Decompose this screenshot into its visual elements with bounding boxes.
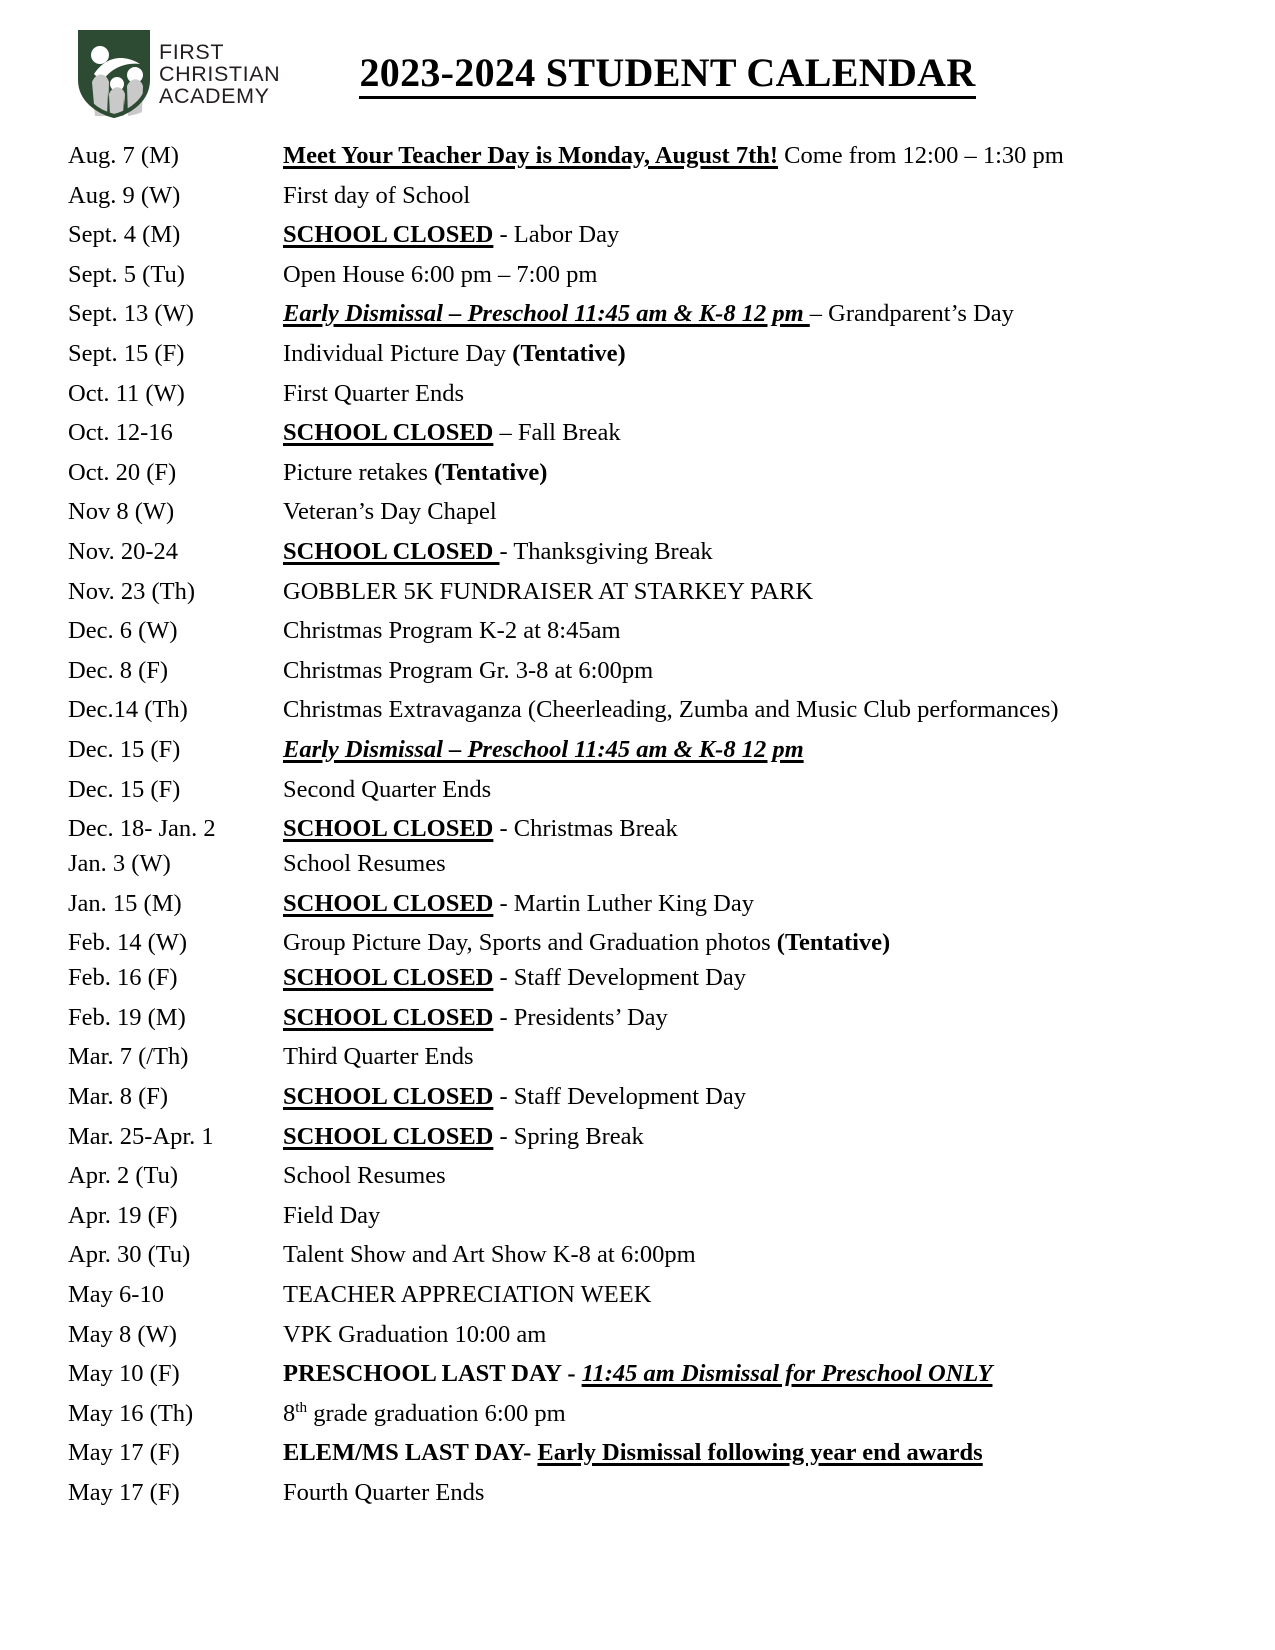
calendar-row (68, 619, 1235, 659)
calendar-row-text-segment: - Staff Development Day (493, 1083, 747, 1111)
calendar-row-text-segment: - Christmas Break (493, 815, 678, 843)
calendar-row-date: May 8 (W) (68, 1320, 177, 1348)
calendar-row (68, 421, 1235, 461)
calendar-row-text-segment: - Staff Development Day (493, 964, 747, 992)
calendar-row-description (283, 577, 1235, 605)
calendar-row-text-segment: - Labor Day (493, 221, 620, 249)
calendar-row-date: Jan. 15 (M) (68, 889, 182, 917)
calendar-row-description (283, 302, 1235, 327)
calendar-row (68, 379, 1235, 422)
calendar-row (68, 1283, 1235, 1323)
calendar-row-description (283, 889, 1235, 917)
calendar-row-description (283, 966, 1235, 991)
calendar-row-date: Dec. 15 (F) (68, 735, 181, 763)
calendar-row-description (283, 775, 1235, 803)
calendar-row (68, 1045, 1235, 1085)
calendar-row-description (283, 852, 1235, 877)
calendar-row-text-segment: - Thanksgiving Break (499, 537, 713, 565)
calendar-row (68, 500, 1235, 540)
calendar-row (68, 1122, 1235, 1165)
calendar-row-text-segment: Early Dismissal – Preschool 11:45 am & K-8 12 pm (283, 300, 810, 328)
calendar-row-date: Nov. 23 (Th) (68, 577, 196, 605)
calendar-row-date: Aug. 9 (W) (68, 181, 181, 209)
calendar-row-date: Dec. 15 (F) (68, 775, 181, 803)
calendar-row-description (283, 817, 1235, 842)
calendar-row-text-segment: Individual Picture Day (283, 339, 513, 367)
calendar-row-date: Feb. 19 (M) (68, 1003, 186, 1031)
calendar-row-text-segment: (Tentative) (512, 339, 626, 367)
calendar-row-date: Oct. 12-16 (68, 419, 173, 447)
calendar-row-description (283, 698, 1235, 723)
calendar-row (68, 1085, 1235, 1125)
calendar-row-date: Nov. 20-24 (68, 537, 179, 565)
calendar-row-description (283, 1283, 1235, 1308)
calendar-row (68, 577, 1235, 620)
calendar-row-date: May 6-10 (68, 1281, 164, 1309)
calendar-row-description (283, 458, 1235, 486)
calendar-row-text-segment: Early Dismissal following year end awards (537, 1439, 983, 1467)
calendar-row (68, 1243, 1235, 1283)
logo-word-first: FIRST (159, 40, 225, 65)
calendar-row-description (283, 1085, 1235, 1110)
calendar-row-text-segment: Talent Show and Art Show K-8 at 6:00pm (283, 1241, 696, 1269)
calendar-row-text-segment: Christmas Program Gr. 3-8 at 6:00pm (283, 656, 654, 684)
calendar-row-text-segment: SCHOOL CLOSED (283, 1083, 494, 1111)
calendar-row-text-segment: Christmas Extravaganza (Cheerleading, Zumba and Music Club performances) (283, 696, 1059, 724)
calendar-row-text-segment: 8 (283, 1399, 296, 1427)
calendar-row (68, 889, 1235, 932)
calendar-row-text-segment: - Spring Break (493, 1122, 644, 1150)
calendar-row-text-segment: (Tentative) (776, 929, 891, 957)
calendar-row-date: Sept. 4 (M) (68, 221, 181, 249)
calendar-row (68, 817, 1235, 852)
document-header (0, 0, 1275, 118)
calendar-row-description (283, 931, 1235, 956)
calendar-row-description (283, 1481, 1235, 1506)
calendar-row-text-segment: th (295, 1398, 308, 1416)
calendar-row (68, 1164, 1235, 1204)
calendar-row-description (283, 421, 1235, 446)
calendar-row-text-segment: School Resumes (283, 1162, 446, 1190)
calendar-row-description (283, 500, 1235, 525)
calendar-row-description (283, 537, 1235, 565)
calendar-row-text-segment: – Fall Break (493, 419, 621, 447)
calendar-row-description (283, 1122, 1235, 1150)
calendar-row-text-segment: - Martin Luther King Day (493, 889, 754, 917)
calendar-row-description (283, 1362, 1235, 1387)
calendar-row-text-segment: SCHOOL CLOSED (283, 537, 500, 565)
calendar-row-text-segment: (Tentative) (434, 458, 548, 486)
calendar-row-description (283, 619, 1235, 644)
calendar-row-date: Mar. 7 (/Th) (68, 1043, 189, 1071)
calendar-row-text-segment: Group Picture Day, Sports and Graduation photos (283, 929, 777, 957)
calendar-row (68, 260, 1235, 303)
calendar-row-date: May 16 (Th) (68, 1399, 194, 1427)
calendar-row-text-segment: ELEM/MS LAST DAY- (283, 1439, 538, 1467)
calendar-row (68, 1320, 1235, 1363)
calendar-row (68, 1398, 1235, 1442)
calendar-row-date: Apr. 2 (Tu) (68, 1162, 179, 1190)
calendar-row-text-segment: Christmas Program K-2 at 8:45am (283, 617, 621, 645)
calendar-row-text-segment: SCHOOL CLOSED (283, 419, 494, 447)
calendar-entry-list (0, 144, 1275, 1521)
calendar-row-date: Oct. 20 (F) (68, 458, 177, 486)
page-title (0, 52, 1275, 99)
calendar-row-date: May 17 (F) (68, 1479, 180, 1506)
calendar-row-date: Sept. 15 (F) (68, 339, 185, 367)
calendar-row-date: Dec. 8 (F) (68, 656, 169, 684)
calendar-row-text-segment: Early Dismissal – Preschool 11:45 am & K-8 12 pm (283, 735, 804, 763)
calendar-row-date: Jan. 3 (W) (68, 850, 171, 878)
calendar-row-text-segment: First Quarter Ends (283, 379, 464, 407)
calendar-row-text-segment: grade graduation 6:00 pm (307, 1399, 566, 1427)
calendar-row-description (283, 223, 1235, 248)
calendar-row (68, 223, 1235, 263)
calendar-row-date: Sept. 13 (W) (68, 300, 194, 328)
calendar-row-description (283, 379, 1235, 407)
calendar-row-text-segment: School Resumes (283, 850, 446, 878)
calendar-row (68, 458, 1235, 501)
calendar-row (68, 966, 1235, 1006)
calendar-row (68, 1201, 1235, 1244)
calendar-row-description (283, 181, 1235, 209)
calendar-row-text-segment: PRESCHOOL LAST DAY - (283, 1360, 582, 1388)
calendar-row-date: Apr. 19 (F) (68, 1201, 178, 1229)
calendar-row-text-segment: SCHOOL CLOSED (283, 1003, 494, 1031)
calendar-row-text-segment: Field Day (283, 1201, 381, 1229)
calendar-row (68, 181, 1235, 224)
calendar-row-date: Apr. 30 (Tu) (68, 1241, 191, 1269)
calendar-row-description (283, 656, 1235, 684)
calendar-row-description (283, 1441, 1235, 1466)
calendar-row-text-segment: First day of School (283, 181, 471, 209)
calendar-row (68, 656, 1235, 699)
logo-word-academy: ACADEMY (159, 83, 270, 108)
calendar-row (68, 537, 1235, 580)
calendar-row-text-segment: Picture retakes (283, 458, 435, 486)
calendar-row-text-segment: TEACHER APPRECIATION WEEK (283, 1281, 652, 1309)
calendar-row-date: May 10 (F) (68, 1360, 180, 1388)
calendar-row-date: Feb. 16 (F) (68, 964, 178, 992)
calendar-row-date: Oct. 11 (W) (68, 379, 185, 407)
calendar-row-date: Nov 8 (W) (68, 498, 175, 526)
calendar-row (68, 144, 1235, 184)
calendar-row-text-segment: – Grandparent’s Day (809, 300, 1014, 328)
calendar-row-text-segment: Come from 12:00 – 1:30 pm (778, 142, 1064, 169)
calendar-row-date: Dec.14 (Th) (68, 696, 188, 724)
calendar-row-description (283, 1320, 1235, 1348)
calendar-row-text-segment: Fourth Quarter Ends (283, 1479, 485, 1506)
calendar-row (68, 1481, 1235, 1521)
calendar-row-description (283, 260, 1235, 288)
calendar-row (68, 1362, 1235, 1402)
calendar-row-date: May 17 (F) (68, 1439, 180, 1467)
calendar-row-date: Dec. 18- Jan. 2 (68, 815, 216, 843)
calendar-row-description (283, 1398, 1235, 1427)
calendar-row-date: Dec. 6 (W) (68, 617, 178, 645)
page-title-text: 2023-2024 STUDENT CALENDAR (359, 52, 975, 99)
calendar-row (68, 775, 1235, 818)
calendar-row (68, 1003, 1235, 1046)
calendar-row-text-segment: Third Quarter Ends (283, 1043, 474, 1071)
calendar-row-description (283, 1201, 1235, 1229)
calendar-row (68, 852, 1235, 892)
calendar-row-description (283, 144, 1235, 169)
calendar-row (68, 302, 1235, 342)
calendar-row-date: Sept. 5 (Tu) (68, 260, 185, 288)
calendar-row-text-segment: - Presidents’ Day (493, 1003, 668, 1031)
calendar-row-text-segment: 11:45 am Dismissal for Preschool ONLY (581, 1360, 993, 1388)
calendar-row-text-segment: SCHOOL CLOSED (283, 815, 494, 843)
calendar-row-date: Mar. 25-Apr. 1 (68, 1122, 214, 1150)
calendar-row-date: Mar. 8 (F) (68, 1083, 169, 1111)
calendar-row-description (283, 339, 1235, 367)
calendar-row (68, 698, 1235, 738)
calendar-row (68, 339, 1235, 382)
calendar-row-text-segment: Open House 6:00 pm – 7:00 pm (283, 260, 598, 288)
calendar-row-date: Aug. 7 (M) (68, 142, 179, 169)
calendar-row (68, 735, 1235, 778)
calendar-row (68, 931, 1235, 966)
logo-word-christian: CHRISTIAN (159, 62, 281, 87)
calendar-row-text-segment: SCHOOL CLOSED (283, 1122, 494, 1150)
calendar-row-text-segment: Second Quarter Ends (283, 775, 492, 803)
calendar-row-text-segment: SCHOOL CLOSED (283, 221, 494, 249)
calendar-row (68, 1441, 1235, 1481)
calendar-row-description (283, 1243, 1235, 1268)
calendar-row-text-segment: Veteran’s Day Chapel (283, 498, 497, 526)
calendar-row-description (283, 1003, 1235, 1031)
calendar-row-text-segment: VPK Graduation 10:00 am (283, 1320, 547, 1348)
calendar-row-description (283, 735, 1235, 763)
calendar-row-text-segment: Meet Your Teacher Day is Monday, August 7th! (283, 142, 779, 169)
calendar-row-date: Feb. 14 (W) (68, 929, 188, 957)
calendar-row-description (283, 1164, 1235, 1189)
calendar-row-description (283, 1045, 1235, 1070)
calendar-row-text-segment: SCHOOL CLOSED (283, 964, 494, 992)
calendar-row-text-segment: GOBBLER 5K FUNDRAISER AT STARKEY PARK (283, 577, 814, 605)
calendar-row-text-segment: SCHOOL CLOSED (283, 889, 494, 917)
